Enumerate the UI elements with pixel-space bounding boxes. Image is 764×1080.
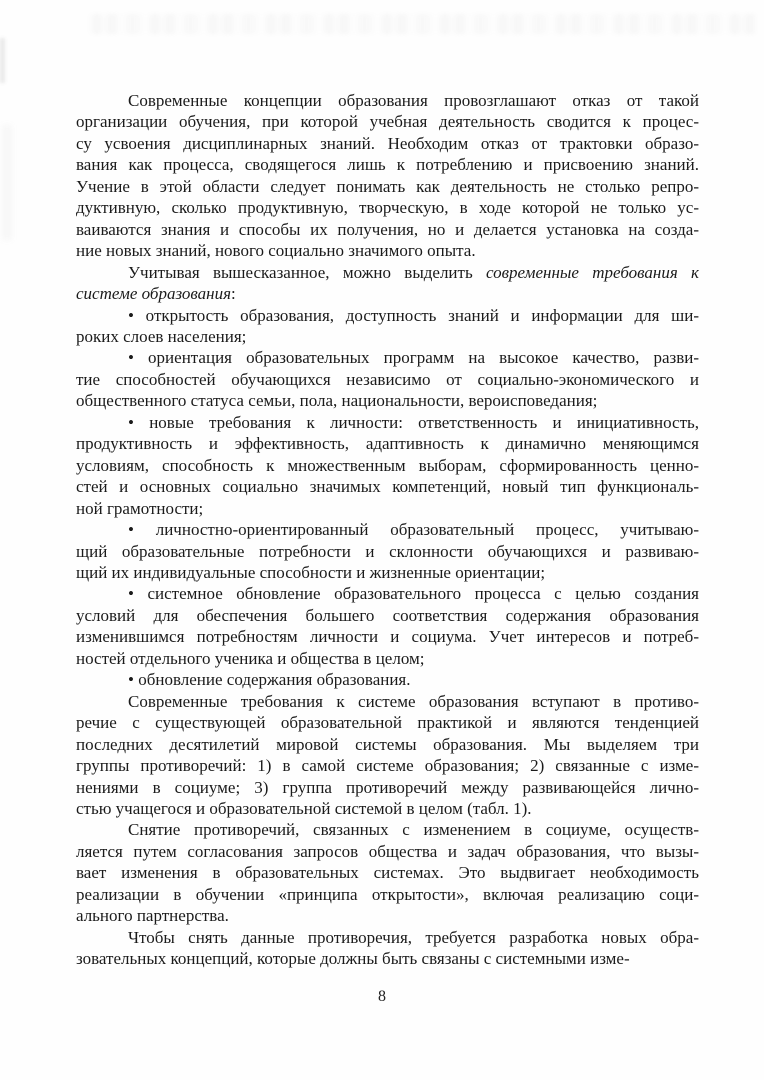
text-line: [76, 90, 699, 111]
text-segment: зовательных концепций, которые должны быть связаны с системными изме-: [76, 949, 630, 969]
text-segment: нениями в социуме; 3) группа противоречий между развивающейся лично-: [76, 777, 699, 797]
scan-artifact-left-smudge: [2, 125, 12, 240]
text-segment: ального партнерства.: [76, 906, 229, 926]
text-line: [76, 712, 699, 733]
text-segment: реализации в обучении «принципа открытости», включая реализацию соци-: [76, 884, 699, 904]
text-segment: условий для обеспечения большего соответствия содержания образования: [76, 605, 699, 625]
paragraph: [76, 691, 699, 820]
text-segment: Чтобы снять данные противоречия, требуется разработка новых обра-: [128, 927, 699, 947]
text-line: [76, 948, 699, 969]
text-segment: ляется путем согласования запросов общества и задач образования, что вызы-: [76, 841, 699, 861]
text-segment: последних десятилетий мировой системы образования. Мы выделяем три: [76, 734, 699, 754]
text-segment: ваиваются знания и способы их получения, но и делается установка на созда-: [76, 219, 699, 239]
text-segment: условиям, способность к множественным выборам, сформированность ценно-: [76, 455, 699, 475]
text-segment: Снятие противоречий, связанных с изменением в социуме, осуществ-: [128, 820, 699, 840]
paragraph: [76, 262, 699, 305]
text-line: [76, 133, 699, 154]
page-number: 8: [378, 988, 386, 1005]
text-segment: продуктивность и эффективность, адаптивность к динамично меняющимся: [76, 434, 699, 454]
text-line: [76, 412, 699, 433]
text-line: [76, 541, 699, 562]
text-line: [76, 669, 699, 690]
text-line: [76, 884, 699, 905]
text-segment: тие способностей обучающихся независимо от социально-экономического и: [76, 369, 699, 389]
text-segment: изменившимся потребностям личности и социума. Учет интересов и потреб-: [76, 627, 699, 647]
text-segment: су усвоения дисциплинарных знаний. Необходим отказ от трактовки образо-: [76, 133, 699, 153]
text-segment: • обновление содержания образования.: [128, 670, 411, 690]
text-segment: вает изменения в образовательных системах. Это выдвигает необходимость: [76, 863, 699, 883]
scan-artifact-left-edge: [0, 38, 5, 83]
text-line: [76, 476, 699, 497]
paragraph: [76, 819, 699, 926]
text-line: [76, 562, 699, 583]
emphasis-text: системе образования: [76, 284, 231, 304]
text-segment: ностей отдельного ученика и общества в целом;: [76, 648, 425, 668]
text-line: [76, 777, 699, 798]
text-line: [76, 755, 699, 776]
text-line: [76, 369, 699, 390]
text-segment: стью учащегося и образовательной системой в целом (табл. 1).: [76, 798, 532, 818]
text-line: [76, 219, 699, 240]
text-line: [76, 305, 699, 326]
text-line: [76, 197, 699, 218]
text-line: [76, 498, 699, 519]
text-segment: • личностно-ориентированный образовательный процесс, учитываю-: [128, 520, 699, 540]
text-line: [76, 862, 699, 883]
text-segment: • системное обновление образовательного процесса с целью создания: [128, 584, 699, 604]
text-line: [76, 691, 699, 712]
text-line: [76, 648, 699, 669]
text-line: [76, 605, 699, 626]
text-line: [76, 626, 699, 647]
paragraph: [76, 927, 699, 970]
text-segment: ной грамотности;: [76, 498, 204, 518]
bullet-item: [76, 347, 699, 411]
text-line: [76, 111, 699, 132]
text-line: [76, 927, 699, 948]
text-segment: вания как процесса, сводящегося лишь к потреблению и присвоению знаний.: [76, 155, 699, 175]
text-segment: стей и основных социально значимых компетенций, новый тип функциональ-: [76, 477, 699, 497]
paragraph: [76, 90, 699, 262]
text-line: [76, 390, 699, 411]
text-line: [76, 347, 699, 368]
page-body: [76, 90, 699, 970]
text-segment: ние новых знаний, нового социально значимого опыта.: [76, 241, 476, 261]
emphasis-text: современные требования к: [486, 262, 699, 282]
text-segment: щий образовательные потребности и склонности обучающихся и развиваю-: [76, 541, 699, 561]
text-line: [76, 154, 699, 175]
text-line: [76, 433, 699, 454]
text-line: [76, 798, 699, 819]
bullet-item: [76, 305, 699, 348]
text-segment: группы противоречий: 1) в самой системе образования; 2) связанные с изме-: [76, 756, 699, 776]
text-segment: Современные концепции образования провозглашают отказ от такой: [128, 91, 699, 110]
text-line: [76, 455, 699, 476]
text-segment: • новые требования к личности: ответственность и инициативность,: [128, 412, 699, 432]
text-segment: общественного статуса семьи, пола, национальности, вероисповедания;: [76, 391, 598, 411]
text-segment: Современные требования к системе образования вступают в противо-: [128, 691, 699, 711]
text-segment: Учитывая вышесказанное, можно выделить: [128, 262, 486, 282]
text-line: [76, 819, 699, 840]
text-segment: • открытость образования, доступность знаний и информации для ши-: [128, 305, 699, 325]
text-segment: щий их индивидуальные способности и жизненные ориентации;: [76, 562, 546, 582]
text-line: [76, 240, 699, 261]
bullet-item: [76, 519, 699, 583]
text-segment: организации обучения, при которой учебная деятельность сводится к процес-: [76, 112, 699, 132]
text-segment: речие с существующей образовательной практикой и являются тенденцией: [76, 713, 699, 733]
text-segment: • ориентация образовательных программ на высокое качество, разви-: [128, 348, 699, 368]
text-line: [76, 326, 699, 347]
text-segment: дуктивную, сколько продуктивную, творческую, в ходе которой не только ус-: [76, 198, 699, 218]
text-line: [76, 841, 699, 862]
text-segment: :: [230, 284, 236, 304]
text-line: [76, 583, 699, 604]
text-line: [76, 519, 699, 540]
text-line: [76, 176, 699, 197]
scan-artifact-top: [88, 14, 756, 34]
text-line: [76, 734, 699, 755]
text-line: [76, 262, 699, 283]
text-segment: Учение в этой области следует понимать как деятельность не столько репро-: [76, 176, 699, 196]
text-line: [76, 905, 699, 926]
bullet-item: [76, 583, 699, 669]
text-segment: роких слоев населения;: [76, 326, 247, 346]
bullet-item: [76, 412, 699, 519]
bullet-item: [76, 669, 699, 690]
text-line: [76, 283, 699, 304]
